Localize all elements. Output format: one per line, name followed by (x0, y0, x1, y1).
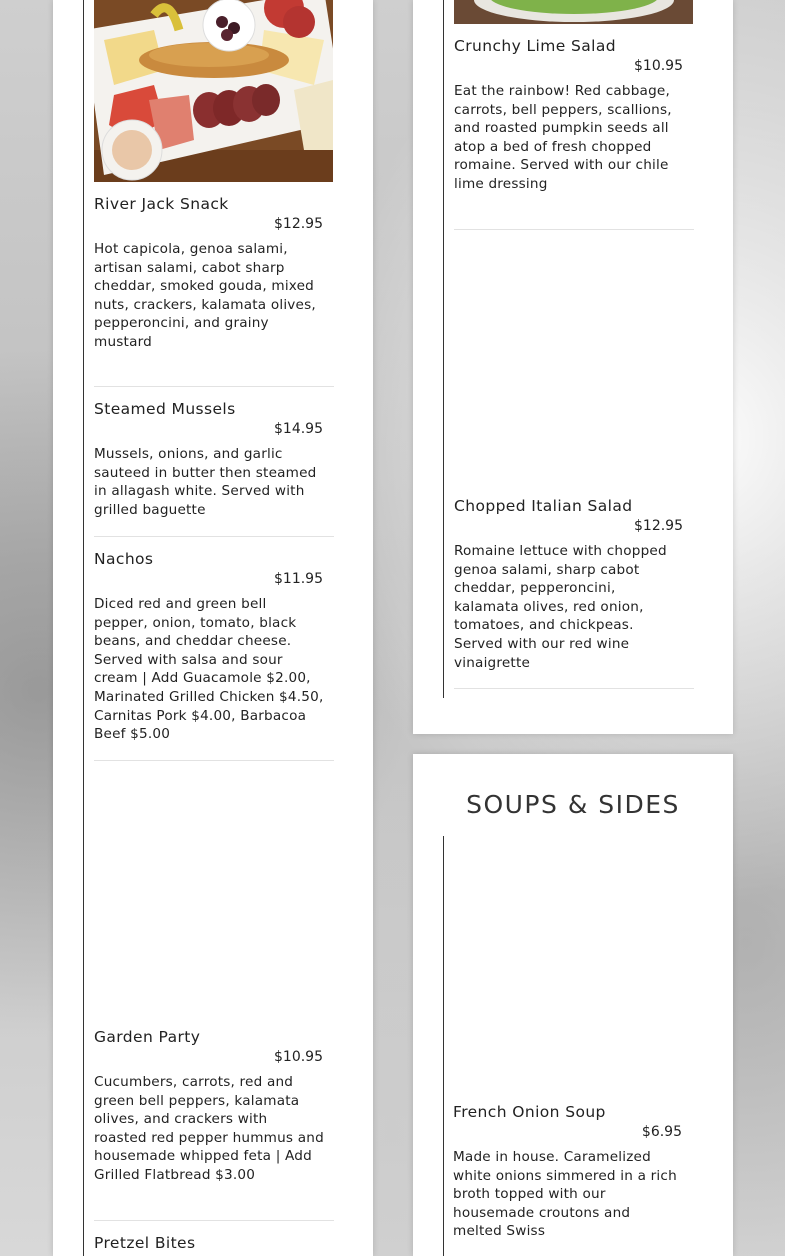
item-divider (94, 386, 334, 387)
column-rule (443, 0, 444, 698)
item-name: Crunchy Lime Salad (454, 37, 616, 55)
item-description: Eat the rainbow! Red cabbage, carrots, bell peppers, scallions, and roasted pumpkin seeds all atop a bed of fresh chopped romaine. Served with our chile lime dressing (454, 83, 672, 192)
appetizers-panel (53, 0, 373, 1256)
item-description: Diced red and green bell pepper, onion, tomato, black beans, and cheddar cheese. Served with salsa and sour cream | Add Guacamole $2.00, Marinated Grilled Chicken $4.50, Carnitas Pork $4.00, Barbacoa Beef $5.00 (94, 596, 324, 743)
item-name: French Onion Soup (453, 1103, 606, 1121)
section-title: SOUPS & SIDES (466, 790, 680, 819)
item-divider (94, 1220, 334, 1221)
crunchy-lime-salad-photo[interactable] (454, 0, 693, 24)
menu-item-french-onion-soup[interactable] (453, 1102, 693, 1241)
item-price: $6.95 (641, 1124, 682, 1140)
menu-item-nachos[interactable] (94, 549, 334, 744)
item-description: Made in house. Caramelized white onions simmered in a rich broth topped with our housemade croutons and melted Swiss (453, 1149, 677, 1240)
item-name: Steamed Mussels (94, 400, 236, 418)
item-price: $10.95 (274, 1049, 323, 1065)
item-price: $12.95 (274, 216, 323, 232)
item-description: Cucumbers, carrots, red and green bell peppers, kalamata olives, and crackers with roasted red pepper hummus and housemade whipped feta | Add Grilled Flatbread $3.00 (94, 1074, 324, 1183)
item-description: Hot capicola, genoa salami, artisan salami, cabot sharp cheddar, smoked gouda, mixed nuts, crackers, kalamata olives, pepperoncini, and grainy mustard (94, 241, 316, 350)
column-rule (83, 0, 84, 1256)
menu-item-garden-party[interactable] (94, 1027, 334, 1185)
soups-sides-panel (413, 754, 733, 1256)
item-name: Pretzel Bites (94, 1234, 196, 1252)
item-description: Mussels, onions, and garlic sauteed in butter then steamed in allagash white. Served with grilled baguette (94, 446, 317, 518)
menu-item-crunchy-lime-salad[interactable] (454, 36, 694, 194)
item-price: $11.95 (274, 571, 323, 587)
item-price: $10.95 (634, 58, 683, 74)
item-name: Nachos (94, 550, 154, 568)
item-name: River Jack Snack (94, 195, 229, 213)
item-divider (454, 688, 694, 689)
menu-item-chopped-italian-salad[interactable] (454, 496, 694, 672)
menu-item-pretzel-bites[interactable] (94, 1233, 334, 1253)
river-jack-snack-photo[interactable] (94, 0, 333, 182)
item-name: Garden Party (94, 1028, 201, 1046)
item-divider (94, 760, 334, 761)
column-rule (443, 836, 444, 1256)
salads-panel (413, 0, 733, 734)
item-price: $12.95 (634, 518, 683, 534)
menu-item-river-jack-snack[interactable] (94, 194, 334, 352)
item-divider (454, 229, 694, 230)
item-price: $14.95 (274, 421, 323, 437)
item-divider (94, 536, 334, 537)
menu-item-steamed-mussels[interactable] (94, 399, 334, 519)
item-name: Chopped Italian Salad (454, 497, 633, 515)
item-description: Romaine lettuce with chopped genoa salami, sharp cabot cheddar, pepperoncini, kalamata olives, red onion, tomatoes, and chickpeas. Served with our red wine vinaigrette (454, 543, 667, 671)
